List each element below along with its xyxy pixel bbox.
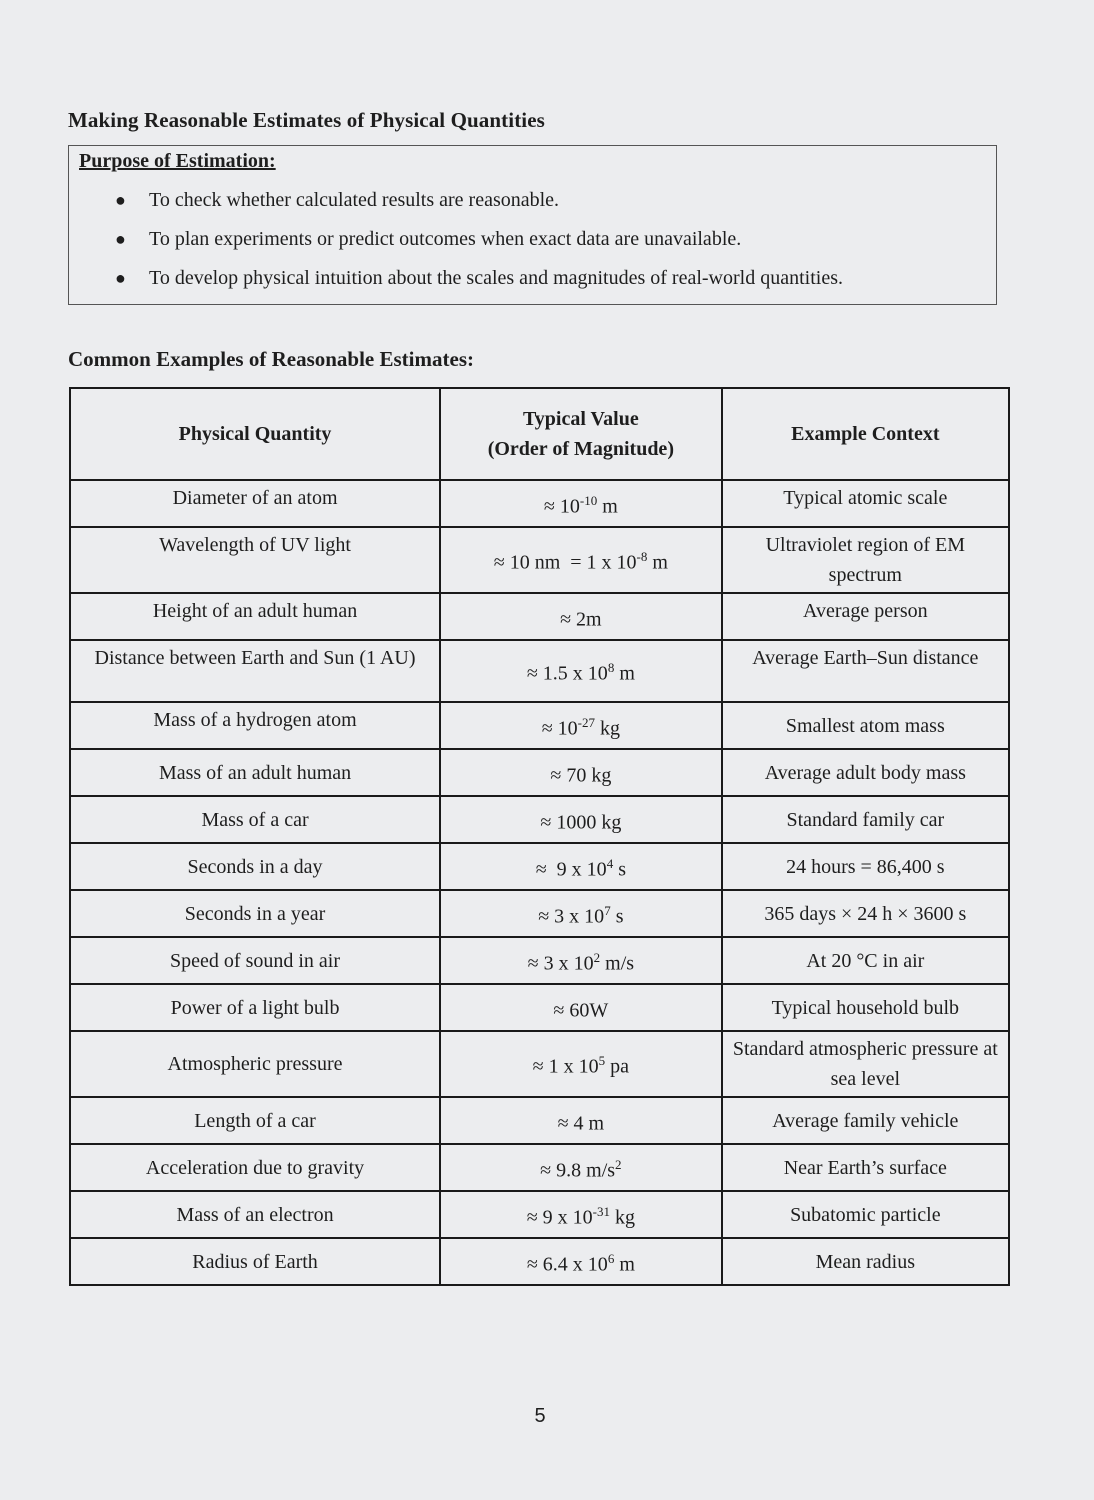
cell-value: ≈ 3 x $10^2$ m/s [440,937,722,984]
table-row [70,984,1009,1031]
cell-value: ≈ $10^{-10}$ m [440,480,722,527]
cell-quantity: Wavelength of UV light [70,527,440,593]
purpose-list [69,188,843,305]
cell-value: ≈ 1 x $10^5$ pa [440,1031,722,1097]
cell-context: Ultraviolet region of EM spectrum [722,527,1009,593]
cell-context: 24 hours = 86,400 s [722,843,1009,890]
table-row [70,796,1009,843]
header-context: Example Context [722,388,1009,480]
table-row [70,843,1009,890]
cell-quantity: Mass of a car [70,796,440,843]
header-quantity: Physical Quantity [70,388,440,480]
cell-context: Average Earth–Sun distance [722,640,1009,702]
cell-value: ≈ 1.5 x $10^8$ m [440,640,722,702]
cell-quantity: Length of a car [70,1097,440,1144]
cell-quantity: Mass of an electron [70,1191,440,1238]
cell-value: ≈ 3 x $10^7$ s [440,890,722,937]
cell-value: ≈ 9 x $10^{-31}$ kg [440,1191,722,1238]
cell-quantity: Diameter of an atom [70,480,440,527]
purpose-item: ● To plan experiments or predict outcomes when exact data are unavailable. [115,228,742,250]
purpose-box [68,145,997,305]
cell-quantity: Speed of sound in air [70,937,440,984]
table-header-row [70,388,1009,480]
cell-quantity: Radius of Earth [70,1238,440,1285]
header-value: Typical Value (Order of Magnitude) [440,388,722,480]
cell-context: Typical household bulb [722,984,1009,1031]
cell-quantity: Seconds in a day [70,843,440,890]
purpose-item: ● To develop physical intuition about the scales and magnitudes of real-world quantities. [115,267,843,289]
cell-quantity: Seconds in a year [70,890,440,937]
examples-heading: Common Examples of Reasonable Estimates: [68,347,474,371]
table-row [70,640,1009,702]
cell-quantity: Height of an adult human [70,593,440,640]
cell-context: Average person [722,593,1009,640]
estimates-table [69,387,1010,1286]
cell-context: Near Earth’s surface [722,1144,1009,1191]
table-row [70,1238,1009,1285]
cell-value: ≈ 4 m [440,1097,722,1144]
table-body [70,480,1009,1285]
bullet-icon: ● [115,229,126,249]
cell-quantity: Distance between Earth and Sun (1 AU) [70,640,440,702]
cell-context: Average family vehicle [722,1097,1009,1144]
cell-context: Standard family car [722,796,1009,843]
table-row [70,1031,1009,1097]
cell-context: Standard atmospheric pressure at sea level [722,1031,1009,1097]
cell-quantity: Power of a light bulb [70,984,440,1031]
table-row [70,890,1009,937]
cell-value: ≈ 6.4 x $10^6$ m [440,1238,722,1285]
cell-value: ≈ $10^{-27}$ kg [440,702,722,749]
page-title: Making Reasonable Estimates of Physical Quantities [68,108,545,132]
table-row [70,702,1009,749]
purpose-heading: Purpose of Estimation: [79,150,276,172]
cell-value: ≈ 1000 kg [440,796,722,843]
cell-quantity: Acceleration due to gravity [70,1144,440,1191]
cell-value: ≈ 60W [440,984,722,1031]
cell-context: Subatomic particle [722,1191,1009,1238]
table-row [70,1097,1009,1144]
cell-quantity: Mass of an adult human [70,749,440,796]
cell-value: ≈ 9.8 $m/s^2$ [440,1144,722,1191]
cell-context: Smallest atom mass [722,702,1009,749]
cell-context: 365 days × 24 h × 3600 s [722,890,1009,937]
cell-context: Typical atomic scale [722,480,1009,527]
cell-context: At 20 °C in air [722,937,1009,984]
cell-value: ≈ 9 x $10^4$ s [440,843,722,890]
cell-context: Average adult body mass [722,749,1009,796]
table-row [70,527,1009,593]
cell-quantity: Mass of a hydrogen atom [70,702,440,749]
bullet-icon: ● [115,268,126,288]
purpose-item: ● To check whether calculated results are reasonable. [115,189,560,211]
table-row [70,480,1009,527]
table-row [70,749,1009,796]
table-row [70,1191,1009,1238]
bullet-icon: ● [115,190,126,210]
cell-value: ≈ 2m [440,593,722,640]
cell-value: ≈ 10 nm = 1 x $10^{-8}$ m [440,527,722,593]
cell-context: Mean radius [722,1238,1009,1285]
table-row [70,1144,1009,1191]
page-number: 5 [534,1405,546,1427]
table-row [70,593,1009,640]
cell-value: ≈ 70 kg [440,749,722,796]
table-row [70,937,1009,984]
cell-quantity: Atmospheric pressure [70,1031,440,1097]
